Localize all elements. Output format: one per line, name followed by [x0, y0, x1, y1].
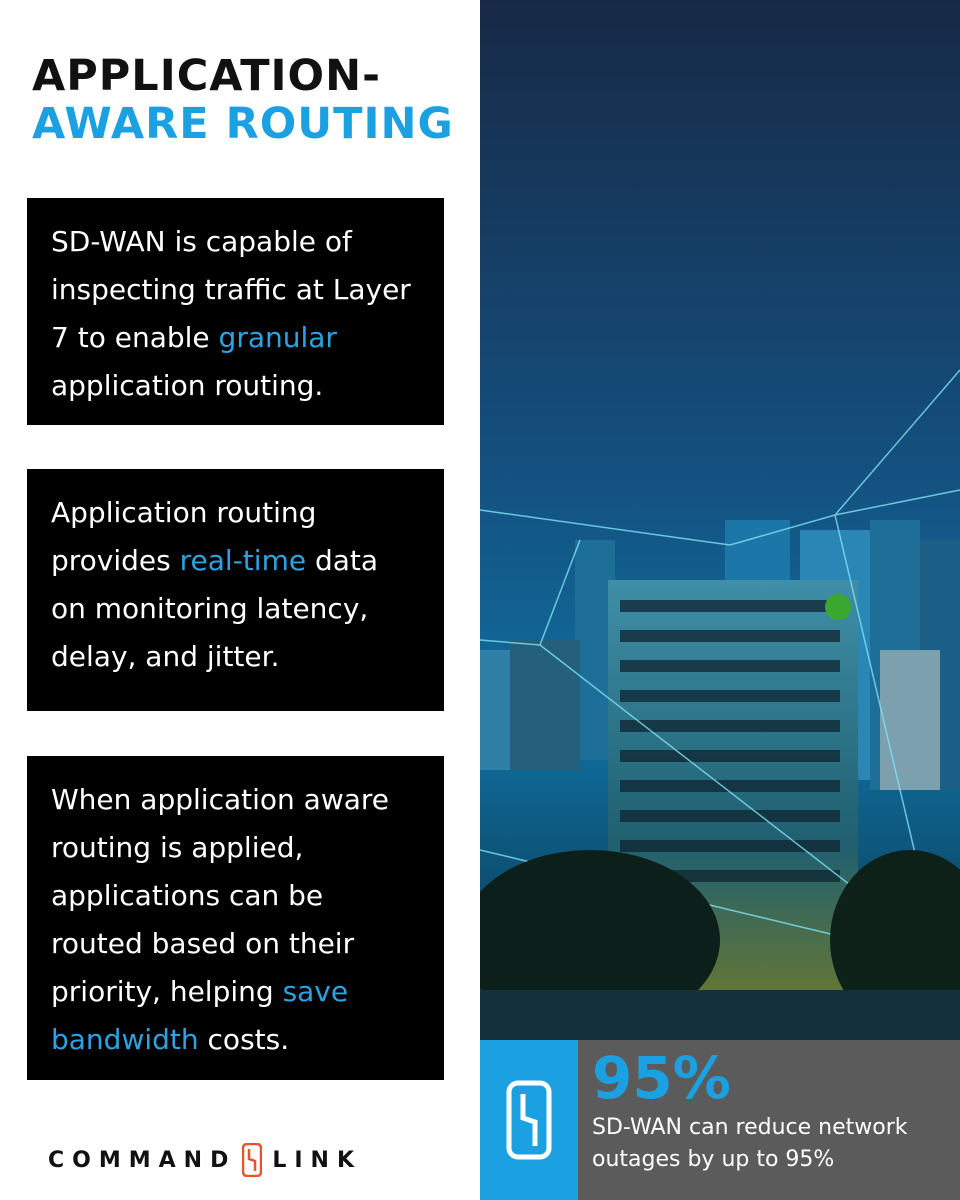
info-card-realtime	[27, 469, 444, 711]
stat-value: 95%	[592, 1044, 731, 1112]
card-text-end: application routing.	[51, 369, 324, 402]
card-highlight: granular	[218, 321, 337, 354]
title-line-1: APPLICATION-	[32, 51, 381, 101]
info-card-layer7	[27, 198, 444, 425]
card-highlight: save bandwidth	[51, 975, 349, 1056]
card-highlight: real-time	[179, 544, 307, 577]
title-line-2: AWARE ROUTING	[32, 99, 454, 149]
city-network-photo	[480, 0, 960, 1040]
stat-description: SD-WAN can reduce network outages by up to 95%	[592, 1115, 908, 1172]
info-card-bandwidth	[27, 756, 444, 1080]
logo-text-link: LINK	[272, 1147, 363, 1173]
commandlink-logo	[48, 1140, 362, 1180]
card-text: When application aware routing is applied, applications can be routed based on their priority, helping	[51, 783, 389, 1008]
page-title	[32, 52, 454, 148]
stat-banner	[480, 1040, 960, 1200]
card-text-end: costs.	[198, 1023, 290, 1056]
commandlink-logo-icon	[242, 1143, 262, 1177]
stat-icon-box	[480, 1040, 578, 1200]
commandlink-mark-icon	[506, 1080, 552, 1160]
logo-text-command: COMMAND	[48, 1147, 237, 1173]
card-text-end: data on monitoring latency, delay, and jitter.	[51, 544, 379, 673]
card-text: Application routing provides	[51, 496, 317, 577]
card-text: SD-WAN is capable of inspecting traffic at Layer 7 to enable	[51, 225, 411, 354]
